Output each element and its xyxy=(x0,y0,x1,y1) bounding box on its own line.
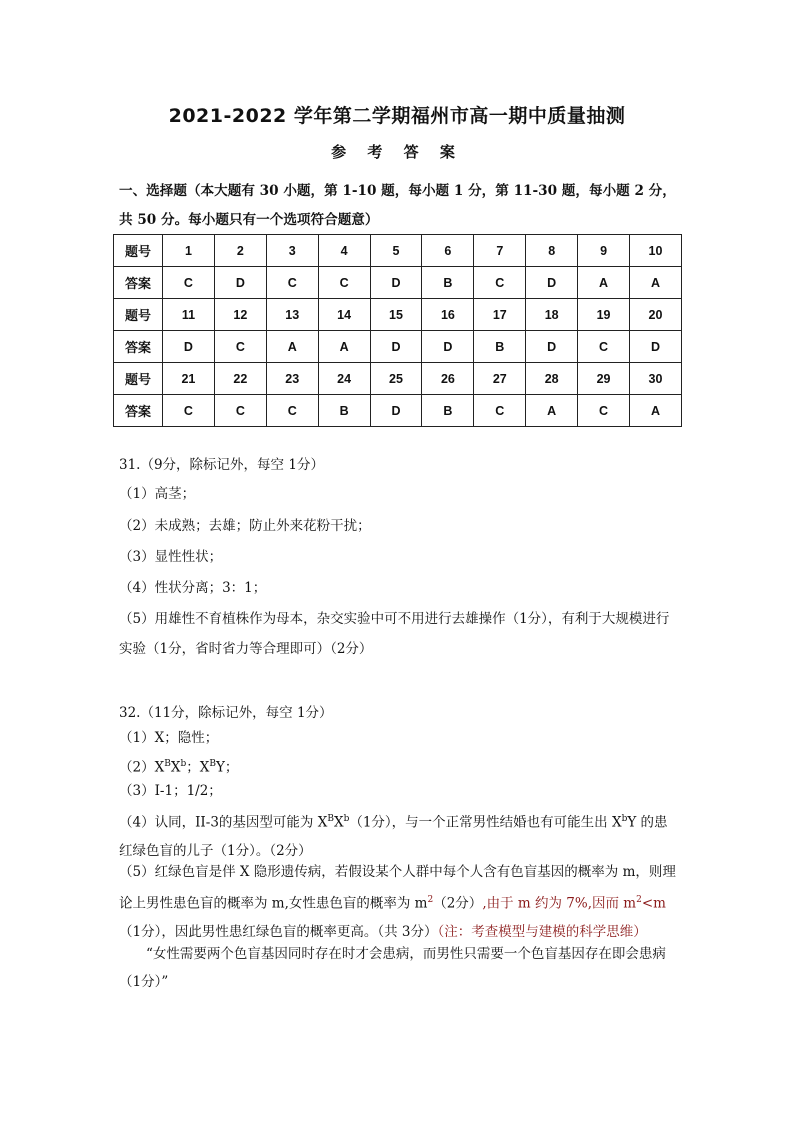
q31-answer-3: （3）显性性状； xyxy=(119,549,223,565)
table-row xyxy=(114,299,682,331)
question-number-cell: 25 xyxy=(370,363,422,395)
q32-quote: “女性需要两个色盲基因同时存在时才会患病，而男性只需要一个色盲基因存在即会患病（1分）” xyxy=(119,946,666,990)
q32-header: 32.（11分，除标记外，每空 1分） xyxy=(119,705,333,721)
table-row xyxy=(114,267,682,299)
answer-cell: C xyxy=(578,395,630,427)
q32-answer-1: （1）X；隐性； xyxy=(119,730,219,746)
answer-cell: D xyxy=(526,267,578,299)
q32-answer-2: $(2)X^BX^b$；$X^BY$； xyxy=(119,759,239,776)
question-number-cell: 30 xyxy=(630,363,682,395)
answer-cell: C xyxy=(163,267,215,299)
question-number-cell: 10 xyxy=(630,235,682,267)
q31-header: 31.（9分，除标记外，每空 1分） xyxy=(119,457,324,473)
answer-cell: C xyxy=(214,331,266,363)
q32-answer-3: （3）I-1；1/2； xyxy=(119,783,222,799)
answer-cell: A xyxy=(630,395,682,427)
question-number-cell: 9 xyxy=(578,235,630,267)
answer-cell: D xyxy=(370,331,422,363)
question-number-label: 题号 xyxy=(114,363,163,395)
question-number-label: 题号 xyxy=(114,299,163,331)
answer-cell: C xyxy=(163,395,215,427)
question-number-cell: 11 xyxy=(163,299,215,331)
answer-cell: C xyxy=(318,267,370,299)
answer-cell: D xyxy=(630,331,682,363)
section-heading-choice: 一、选择题（本大题有 30 小题，第 1-10 题，每小题 1 分，第 11-30 题，每小题 2 分，共 50 分。每小题只有一个选项符合题意） xyxy=(119,183,676,228)
q31-answer-4: （4）性状分离；3：1； xyxy=(119,580,267,596)
question-number-cell: 7 xyxy=(474,235,526,267)
answer-cell: D xyxy=(370,267,422,299)
table-row xyxy=(114,331,682,363)
answer-cell: A xyxy=(318,331,370,363)
answer-cell: A xyxy=(526,395,578,427)
page-subtitle: 参 考 答 案 xyxy=(331,143,463,161)
question-number-cell: 26 xyxy=(422,363,474,395)
question-number-cell: 27 xyxy=(474,363,526,395)
question-number-cell: 23 xyxy=(266,363,318,395)
q31-answer-2: （2）未成熟；去雄；防止外来花粉干扰； xyxy=(119,518,371,534)
question-number-cell: 28 xyxy=(526,363,578,395)
answer-cell: B xyxy=(318,395,370,427)
answer-cell: B xyxy=(422,395,474,427)
question-number-cell: 19 xyxy=(578,299,630,331)
table-row xyxy=(114,395,682,427)
question-number-cell: 22 xyxy=(214,363,266,395)
question-number-cell: 29 xyxy=(578,363,630,395)
answer-cell: D xyxy=(526,331,578,363)
question-number-cell: 4 xyxy=(318,235,370,267)
answer-cell: A xyxy=(266,331,318,363)
answer-cell: C xyxy=(474,267,526,299)
answer-label: 答案 xyxy=(114,331,163,363)
answer-cell: C xyxy=(214,395,266,427)
answer-cell: D xyxy=(422,331,474,363)
q32-answer-5: （5）红绿色盲是伴 X 隐形遗传病，若假设某个人群中每个人含有色盲基因的概率为 m，则理论上男性患色盲的概率为 m,女性患色盲的概率为 $m^2(2$分）,由于 m 约为 7%,因而 $m^2<m(1$分），因此男性患红绿色盲的概率更高。（共 3分）（注：考查模型与建模的科学思维） xyxy=(119,864,676,940)
q31-answer-1: （1）高茎； xyxy=(119,486,196,502)
table-row xyxy=(114,235,682,267)
q31-answer-5: （5）用雄性不育植株作为母本，杂交实验中可不用进行去雄操作（1分），有利于大规模进行实验（1分，省时省力等合理即可）（2分） xyxy=(119,611,670,657)
question-number-cell: 20 xyxy=(630,299,682,331)
answer-cell: A xyxy=(578,267,630,299)
question-number-cell: 1 xyxy=(163,235,215,267)
answer-cell: D xyxy=(370,395,422,427)
page-title: 2021-2022 学年第二学期福州市高一期中质量抽测 xyxy=(168,105,626,127)
q32-answer-4: （4）认同，II-3的基因型可能为 $X^BX^b(1$分），与一个正常男性结婚也有可能生出 $X^bY$ 的患红绿色盲的儿子（1分）。（2分） xyxy=(119,814,668,859)
question-number-cell: 3 xyxy=(266,235,318,267)
question-number-cell: 21 xyxy=(163,363,215,395)
question-number-cell: 16 xyxy=(422,299,474,331)
answer-cell: D xyxy=(214,267,266,299)
answer-cell: B xyxy=(474,331,526,363)
answer-cell: C xyxy=(474,395,526,427)
answer-cell: C xyxy=(266,267,318,299)
answer-cell: A xyxy=(630,267,682,299)
question-number-label: 题号 xyxy=(114,235,163,267)
answer-table xyxy=(113,234,682,427)
question-number-cell: 8 xyxy=(526,235,578,267)
answer-cell: C xyxy=(266,395,318,427)
question-number-cell: 18 xyxy=(526,299,578,331)
question-number-cell: 12 xyxy=(214,299,266,331)
question-number-cell: 6 xyxy=(422,235,474,267)
question-number-cell: 2 xyxy=(214,235,266,267)
answer-cell: C xyxy=(578,331,630,363)
answer-cell: B xyxy=(422,267,474,299)
answer-label: 答案 xyxy=(114,267,163,299)
answer-label: 答案 xyxy=(114,395,163,427)
question-number-cell: 24 xyxy=(318,363,370,395)
question-number-cell: 15 xyxy=(370,299,422,331)
question-number-cell: 14 xyxy=(318,299,370,331)
question-number-cell: 5 xyxy=(370,235,422,267)
question-number-cell: 13 xyxy=(266,299,318,331)
table-row xyxy=(114,363,682,395)
question-number-cell: 17 xyxy=(474,299,526,331)
answer-cell: D xyxy=(163,331,215,363)
